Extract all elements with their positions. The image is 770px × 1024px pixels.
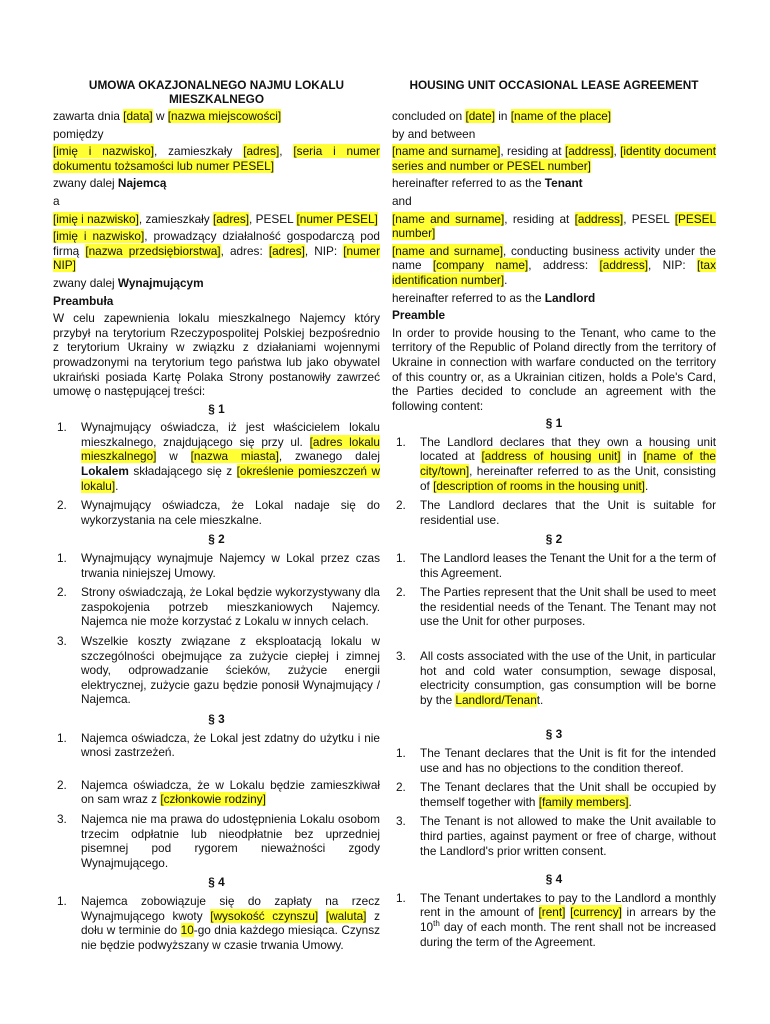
pl-s3-item-3 (53, 812, 380, 870)
english-column (392, 78, 716, 954)
pl-s1-item-2 (53, 498, 380, 527)
pl-place-field: [nazwa miejscowości] (167, 109, 282, 123)
en-in-text: in (494, 109, 511, 123)
pl-s4-1-a: Najemca zobowiązuje się do zapłaty na rzecz Wynajmującego kwoty (81, 893, 380, 923)
en-s2-item-3 (392, 649, 716, 707)
pl-s2-item-1 (53, 551, 380, 580)
pl-landlord2-nip-label: , NIP: (304, 243, 344, 258)
pl-in-text: w (152, 109, 168, 123)
en-landlord2-addr-label: , address: (528, 258, 600, 273)
en-s3-2-num: 2. (396, 780, 406, 795)
en-s3-1-num: 1. (396, 745, 406, 760)
pl-landlord2-nip-field: [numer NIP] (53, 243, 380, 273)
en-s4-1-b: in arrears by the 10 (420, 905, 716, 934)
en-s2-item-1 (392, 551, 716, 580)
en-tenant-id-field: [identity document series and number or PESEL number] (392, 144, 716, 173)
en-s3-item-3 (392, 814, 716, 858)
en-tenant-called (392, 176, 716, 191)
pl-landlord1-name-field: [imię i nazwisko] (53, 211, 139, 226)
en-s1-2-text: The Landlord declares that the Unit is suitable for residential use. (420, 498, 716, 527)
en-s3-3-text: The Tenant is not allowed to make the Unit available to third parties, against payment or free of charge, without the Landlord's prior written consent. (420, 814, 716, 858)
pl-city-field: [nazwa miasta] (190, 449, 279, 464)
pl-rooms-field: [określenie pomieszczeń w lokalu] (81, 464, 380, 493)
en-place-field: [name of the place] (510, 109, 612, 123)
en-tenant-name-field: [name and surname] (392, 144, 501, 159)
en-preamble: In order to provide housing to the Tenant, who came to the territory of the Republic of Poland directly from the territory of Ukraine in connection with warfare conducted on the territory of this country or, as a Ukrainian citizen, holds a Pole's Card, the Parties decided to conclude an agreement with the following content: (392, 325, 716, 413)
pl-section-3: § 3 (208, 711, 225, 726)
en-s4-item-1 (392, 891, 716, 949)
en-city-field: [name of the city/town] (420, 449, 716, 479)
pl-section-1: § 1 (208, 401, 225, 416)
en-landlord2-end: . (504, 272, 508, 287)
pl-section-2: § 2 (208, 532, 225, 547)
pl-s2-2-num: 2. (57, 585, 67, 600)
pl-tenant-sep: , (279, 144, 294, 159)
pl-preamble-title: Preambuła (53, 293, 114, 308)
pl-family-field: [członkowie rodziny] (160, 792, 266, 807)
en-concluded (392, 109, 716, 124)
en-landlord2-nip-field: [tax identification number] (392, 258, 716, 287)
en-section-4: § 4 (545, 872, 563, 887)
pl-date-field: [data] (123, 109, 153, 123)
pl-s3-1-num: 1. (57, 730, 67, 745)
pl-s3-3-text: Najemca nie ma prawa do udostępnienia Lokalu osobom trzecim odpłatnie lub nieodpłatnie bez uprzedniej pisemnej pod rygorem nieważności zgody Wynajmującego. (81, 811, 380, 870)
pl-tenant-name-field: [imię i nazwisko] (53, 144, 154, 159)
pl-s4-1-num: 1. (57, 893, 67, 908)
en-rent-field: [rent] (538, 905, 566, 920)
pl-landlord2-business: , prowadzący działalność gospodarczą pod firmą (53, 229, 380, 258)
en-landlord-called (392, 291, 716, 306)
en-tenant-sep: , (613, 144, 621, 159)
pl-s2-2-text: Strony oświadczają, że Lokal będzie wykorzystywany dla zaspokojenia potrzeb mieszkaniowych Najemcy. Najemca nie może korzystać z Lokalu w innych celach. (81, 585, 380, 629)
en-section-3: § 3 (545, 727, 563, 742)
en-ordinal-suffix: th (433, 918, 440, 928)
pl-landlord2-name-field: [imię i nazwisko] (53, 229, 145, 244)
pl-lokal-term: Lokalem (81, 464, 129, 479)
en-landlord2-address-field: [address] (599, 258, 649, 273)
en-s1-1-num: 1. (396, 434, 406, 449)
pl-s3-2-a: Najemca oświadcza, że w Lokalu będzie zamieszkiwał on sam wraz z (81, 777, 380, 807)
en-s2-item-2 (392, 585, 716, 629)
en-preamble-title: Preamble (392, 308, 446, 323)
en-landlord2-name-field: [name and surname] (392, 243, 504, 258)
en-s3-1-text: The Tenant declares that the Unit is fit for the intended use and has no objections to the condition thereof. (420, 745, 716, 775)
pl-landlord1-pesel-label: , PESEL (249, 211, 297, 226)
pl-s4-1-space (318, 909, 326, 923)
en-s2-1-text: The Landlord leases the Tenant the Unit for a the term of this Agreement. (420, 551, 716, 580)
en-s4-1-c: day of each month. The rent shall not be increased during the term of the Agreement. (420, 919, 716, 949)
pl-s3-2-num: 2. (57, 777, 67, 792)
pl-tenant-called (53, 176, 380, 191)
pl-currency-field: [waluta] (325, 908, 367, 923)
en-landlord2-party (392, 244, 716, 288)
pl-preamble: W celu zapewnienia lokalu mieszkalnego Najemcy który przybył na terytorium Rzeczypospolitej Polskiej bezpośrednio z terytorium Ukrainy w związku z działaniami wojennymi prowadzonymi na terytorium tego państwa lub jako obywatel ukraiński posiada Kartę Polaka Strony postanowiły zawrzeć umowę o następującej treści: (53, 311, 380, 399)
pl-and: a (53, 193, 60, 208)
en-landlord-role: Landlord (544, 290, 596, 305)
pl-s1-1-num: 1. (57, 420, 67, 435)
en-family-field: [family members] (538, 794, 629, 809)
pl-landlord-role: Wynajmującym (117, 275, 204, 290)
en-landlord1-residing: , residing at (504, 211, 575, 226)
pl-s2-1-text: Wynajmujący wynajmuje Najemcy w Lokal przez czas trwania niniejszej Umowy. (81, 551, 380, 580)
en-section-2: § 2 (545, 532, 563, 547)
en-s4-1-a: The Tenant undertakes to pay to the Landlord a monthly rent in the amount of (420, 890, 716, 920)
pl-between: pomiędzy (53, 126, 104, 141)
en-title: HOUSING UNIT OCCASIONAL LEASE AGREEMENT (409, 78, 699, 92)
pl-landlord-called (53, 276, 380, 291)
pl-concluded-text: zawarta dnia (53, 109, 124, 123)
en-s3-2-b: . (628, 794, 632, 809)
en-s1-1-c: , hereinafter referred to as the Unit, consisting of (420, 464, 716, 493)
en-landlord-called-text: hereinafter referred to as the (392, 290, 545, 305)
en-s2-1-num: 1. (396, 551, 406, 566)
en-s1-1-e: . (644, 478, 649, 493)
pl-tenant-id-field: [seria i numer dokumentu tożsamości lub numer PESEL] (53, 144, 380, 173)
pl-tenant-residing: , zamieszkały (154, 144, 244, 159)
pl-s4-1-b: z dołu w terminie do (81, 908, 380, 938)
en-between: by and between (392, 126, 476, 141)
en-bearer-field: Landlord/Tenan (455, 692, 537, 707)
en-s2-3-num: 3. (396, 649, 406, 663)
pl-unit-address-field: [adres lokalu mieszkalnego] (81, 434, 380, 464)
en-s2-3-a: All costs associated with the use of the Unit, in particular hot and cold water consumption, sewage disposal, electricity consumption, gas consumption will be borne by the (420, 649, 716, 707)
pl-s2-3-num: 3. (57, 634, 67, 648)
en-s1-item-1 (392, 435, 716, 493)
pl-s3-item-1 (53, 731, 380, 760)
en-s1-2-num: 2. (396, 498, 406, 513)
pl-concluded (53, 109, 380, 124)
pl-title: UMOWA OKAZJONALNEGO NAJMU LOKALU MIESZKALNEGO (88, 78, 345, 106)
en-tenant-party (392, 144, 716, 173)
pl-s2-1-num: 1. (57, 551, 67, 566)
pl-tenant-address-field: [adres] (243, 144, 280, 159)
pl-section-4: § 4 (208, 875, 225, 890)
en-date-field: [date] (465, 109, 495, 123)
en-s3-item-1 (392, 746, 716, 775)
en-s4-1-num: 1. (396, 890, 406, 905)
en-landlord1-address-field: [address] (574, 211, 624, 226)
en-s2-2-text: The Parties represent that the Unit shall be used to meet the residential needs of the Tenant. The Tenant may not use the Unit for other purposes. (420, 585, 716, 629)
en-landlord1-pesel-field: [PESEL number] (392, 211, 717, 241)
pl-s3-3-num: 3. (57, 811, 67, 826)
pl-s1-1-b: w (156, 449, 191, 464)
en-tenant-role: Tenant (544, 176, 583, 191)
en-s3-item-2 (392, 780, 716, 809)
en-unit-address-field: [address of housing unit] (481, 449, 621, 464)
en-section-1: § 1 (545, 416, 563, 431)
pl-s1-1-c: , zwanego dalej (278, 449, 381, 464)
pl-s2-item-2 (53, 585, 380, 629)
en-landlord1-pesel-label: , PESEL (623, 211, 675, 226)
en-s3-2-a: The Tenant declares that the Unit shall be occupied by themself together with (420, 780, 716, 809)
pl-s3-item-2 (53, 778, 380, 807)
pl-tenant-role: Najemcą (117, 176, 167, 191)
pl-landlord-called-text: zwany dalej (53, 275, 118, 290)
en-s1-1-b: in (620, 449, 644, 464)
pl-s1-2-num: 2. (57, 498, 67, 513)
pl-s3-1-text: Najemca oświadcza, że Lokal jest zdatny do użytku i nie wnosi zastrzeżeń. (81, 730, 380, 760)
pl-tenant-called-text: zwany dalej (53, 176, 118, 191)
en-landlord2-nip-label: , NIP: (648, 258, 697, 273)
pl-landlord1-residing: , zamieszkały (138, 211, 213, 226)
en-s1-1-a: The Landlord declares that they own a housing unit located at (420, 434, 716, 464)
en-rooms-field: [description of rooms in the housing unit] (433, 478, 645, 493)
pl-rent-field: [wysokość czynszu] (210, 908, 319, 923)
pl-s4-1-c: -go dnia każdego miesiąca. Czynsz nie będzie podwyższany w czasie trwania Umowy. (81, 923, 380, 952)
pl-s1-2-text: Wynajmujący oświadcza, że Lokal nadaje się do wykorzystania na cele mieszkalne. (81, 498, 380, 527)
en-landlord2-business: , conducting business activity under the name (392, 243, 716, 273)
pl-s1-item-1 (53, 420, 380, 493)
en-s3-3-num: 3. (396, 814, 406, 829)
pl-landlord2-company-field: [nazwa przedsiębiorstwa] (85, 243, 221, 258)
en-tenant-residing: , residing at (500, 144, 565, 159)
pl-day-field: 10 (180, 923, 194, 938)
en-landlord2-company-field: [company name] (432, 258, 529, 273)
polish-column (53, 78, 380, 957)
en-s2-2-num: 2. (396, 585, 406, 600)
en-concluded-text: concluded on (392, 109, 466, 123)
pl-s4-item-1 (53, 894, 380, 952)
pl-landlord1-address-field: [adres] (212, 211, 250, 226)
pl-landlord2-addr-label: , adres: (220, 243, 269, 258)
pl-s1-1-a: Wynajmujący oświadcza, iż jest właścicielem lokalu mieszkalnego, znajdującego się przy ul. (81, 420, 380, 449)
pl-tenant-party (53, 144, 380, 173)
en-currency-field: [currency] (570, 905, 622, 920)
en-tenant-called-text: hereinafter referred to as the (392, 176, 545, 191)
pl-landlord1-pesel-field: [numer PESEL] (296, 211, 378, 226)
pl-s2-3-text: Wszelkie koszty związane z eksploatacją lokalu w szczególności obejmujące za zużycie ciepłej i zimnej wody, odprowadzanie ścieków, zużycie energii elektrycznej, zużycie gazu będzie ponosił Wynajmujący / Najemca. (81, 634, 380, 707)
en-s1-item-2 (392, 498, 716, 527)
en-and: and (392, 193, 412, 208)
en-s2-3-b: t. (536, 692, 544, 707)
pl-s1-1-d: składającego się z (128, 464, 237, 479)
en-landlord1-party (392, 212, 716, 241)
pl-s1-1-e: . (115, 478, 119, 493)
en-landlord1-name-field: [name and surname] (392, 211, 505, 226)
pl-landlord2-party (53, 229, 380, 273)
pl-landlord1-party (53, 212, 380, 227)
en-tenant-address-field: [address] (564, 144, 614, 159)
pl-landlord2-address-field: [adres] (268, 243, 305, 258)
pl-s2-item-3 (53, 634, 380, 707)
